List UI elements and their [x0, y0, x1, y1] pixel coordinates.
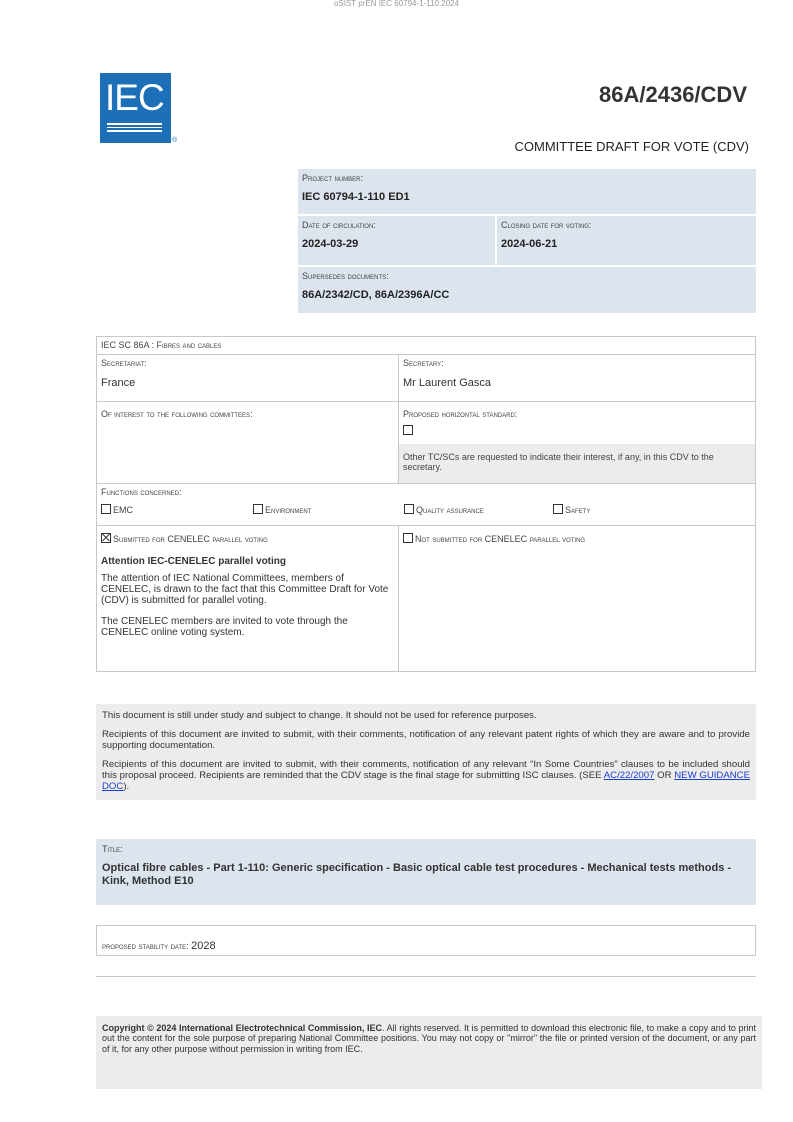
closing-date: 2024-06-21: [501, 238, 558, 250]
quality-checkbox[interactable]: [404, 504, 414, 514]
document-number: 86A/2436/CDV: [599, 82, 747, 107]
not-submitted-pre: Not submitted for: [415, 534, 485, 544]
divider: [96, 976, 756, 977]
stability-label: proposed stability date:: [102, 941, 192, 951]
committee-table: [96, 336, 756, 672]
supersedes-cell: [298, 267, 756, 313]
stability-value: 2028: [191, 940, 216, 952]
closing-label: Closing date for voting:: [501, 220, 592, 230]
emc-checkbox[interactable]: [101, 504, 111, 514]
registered-mark: ®: [172, 137, 178, 144]
function-safety[interactable]: [553, 504, 590, 515]
supersedes-label: Supersedes documents:: [302, 271, 389, 281]
submitted-post: parallel voting: [209, 534, 268, 544]
secretariat-label: Secretariat:: [101, 358, 147, 368]
secretary-cell: [399, 355, 756, 402]
logo-lines-icon: [107, 123, 162, 134]
notes-box: [96, 704, 756, 800]
stability-box: [96, 925, 756, 956]
circulation-cell: [298, 216, 495, 265]
function-environment[interactable]: [253, 504, 311, 515]
not-submitted-checkbox[interactable]: [403, 533, 413, 543]
secretariat-cell: [97, 355, 399, 402]
function-emc[interactable]: [101, 504, 133, 515]
iec-logo: [100, 73, 171, 143]
horizontal-note: Other TC/SCs are requested to indicate their interest, if any, in this CDV to the secretary.: [399, 444, 755, 483]
not-submitted-post: parallel voting: [527, 534, 586, 544]
project-number: IEC 60794-1-110 ED1: [302, 191, 410, 203]
note-3-end: ).: [123, 781, 130, 793]
circulation-label: Date of circulation:: [302, 220, 376, 230]
submitted-option[interactable]: [101, 533, 394, 544]
committee-name: Fibres and cables: [156, 340, 222, 350]
copyright-bold: Copyright © 2024 International Electrotechnical Commission, IEC: [102, 1023, 382, 1033]
ac-22-2007-link[interactable]: AC/22/2007: [603, 770, 655, 782]
function-quality-label: Quality assurance: [416, 505, 484, 515]
circulation-date: 2024-03-29: [302, 238, 359, 250]
document-title: Optical fibre cables - Part 1-110: Generic specification - Basic optical cable test procedures - Mechanical tests methods - Kink, Method E10: [102, 862, 732, 887]
note-1: This document is still under study and subject to change. It should not be used for reference purposes.: [102, 710, 537, 721]
secretariat-value: France: [101, 377, 136, 389]
committee-code: IEC SC 86A :: [101, 340, 157, 350]
note-3-or: OR: [654, 770, 675, 782]
project-number-label: Project number:: [302, 173, 364, 183]
copyright-text: . All rights reserved. It is permitted to download this electronic file, to make a copy and to print out the content for the sole purpose of preparing National Committee positions. You may not copy or "mirror" the file or printed version of the document, or any part of it, for any other purpose without permission in writing from IEC.: [102, 1023, 756, 1054]
new-guidance-link[interactable]: NEW GUIDANCE DOC: [102, 770, 750, 793]
safety-checkbox[interactable]: [553, 504, 563, 514]
attention-paragraph-1: The attention of IEC National Committees, members of CENELEC, is drawn to the fact that this Committee Draft for Vote (CDV) is submitted for parallel voting.: [101, 573, 389, 606]
not-submitted-option[interactable]: [403, 533, 751, 544]
attention-title: Attention IEC-CENELEC parallel voting: [101, 556, 287, 567]
function-environment-label: Environment: [265, 505, 312, 515]
not-submitted-cell: [399, 526, 756, 672]
committee-header: [97, 337, 756, 355]
attention-paragraph-2: The CENELEC members are invited to vote through the CENELEC online voting system.: [101, 616, 348, 638]
submitted-cell: [97, 526, 399, 672]
title-label: Title:: [102, 844, 123, 854]
note-2: Recipients of this document are invited to submit, with their comments, notification of any relevant patent rights of which they are aware and to provide supporting documentation.: [102, 729, 750, 752]
not-submitted-mid: CENELEC: [484, 534, 528, 544]
secretary-value: Mr Laurent Gasca: [403, 377, 492, 389]
interest-cell: [97, 402, 399, 484]
closing-cell: [497, 216, 756, 265]
submitted-mid: CENELEC: [167, 534, 210, 544]
horizontal-checkbox[interactable]: [403, 425, 413, 435]
interest-label: Of interest to the following committees:: [101, 409, 253, 419]
functions-label: Functions concerned:: [101, 487, 182, 497]
document-type: COMMITTEE DRAFT FOR VOTE (CDV): [514, 139, 749, 154]
project-number-cell: [298, 169, 756, 214]
supersedes-docs: 86A/2342/CD, 86A/2396A/CC: [302, 289, 450, 301]
title-box: [96, 839, 756, 905]
logo-text: IEC: [105, 77, 164, 118]
note-3-text: Recipients of this document are invited to submit, with their comments, notification of any relevant “In Some Countries” clauses to be included should this proposal proceed. Recipients are reminded that the CDV stage is the final stage for submitting ISC clauses. (SEE: [102, 759, 750, 782]
function-quality[interactable]: [404, 504, 484, 515]
copyright-box: [96, 1016, 762, 1089]
project-info: [298, 169, 756, 313]
horizontal-cell: [399, 402, 756, 484]
function-emc-label: EMC: [113, 505, 133, 515]
horizontal-label: Proposed horizontal standard:: [403, 409, 518, 419]
environment-checkbox[interactable]: [253, 504, 263, 514]
submitted-checkbox-checked[interactable]: [101, 533, 111, 543]
function-safety-label: Safety: [565, 505, 591, 515]
secretary-label: Secretary:: [403, 358, 444, 368]
watermark: oSIST prEN IEC 60794-1-110:2024: [333, 0, 460, 8]
note-3: [102, 759, 750, 792]
submitted-pre: Submitted for: [113, 534, 168, 544]
functions-cell: [97, 484, 756, 526]
